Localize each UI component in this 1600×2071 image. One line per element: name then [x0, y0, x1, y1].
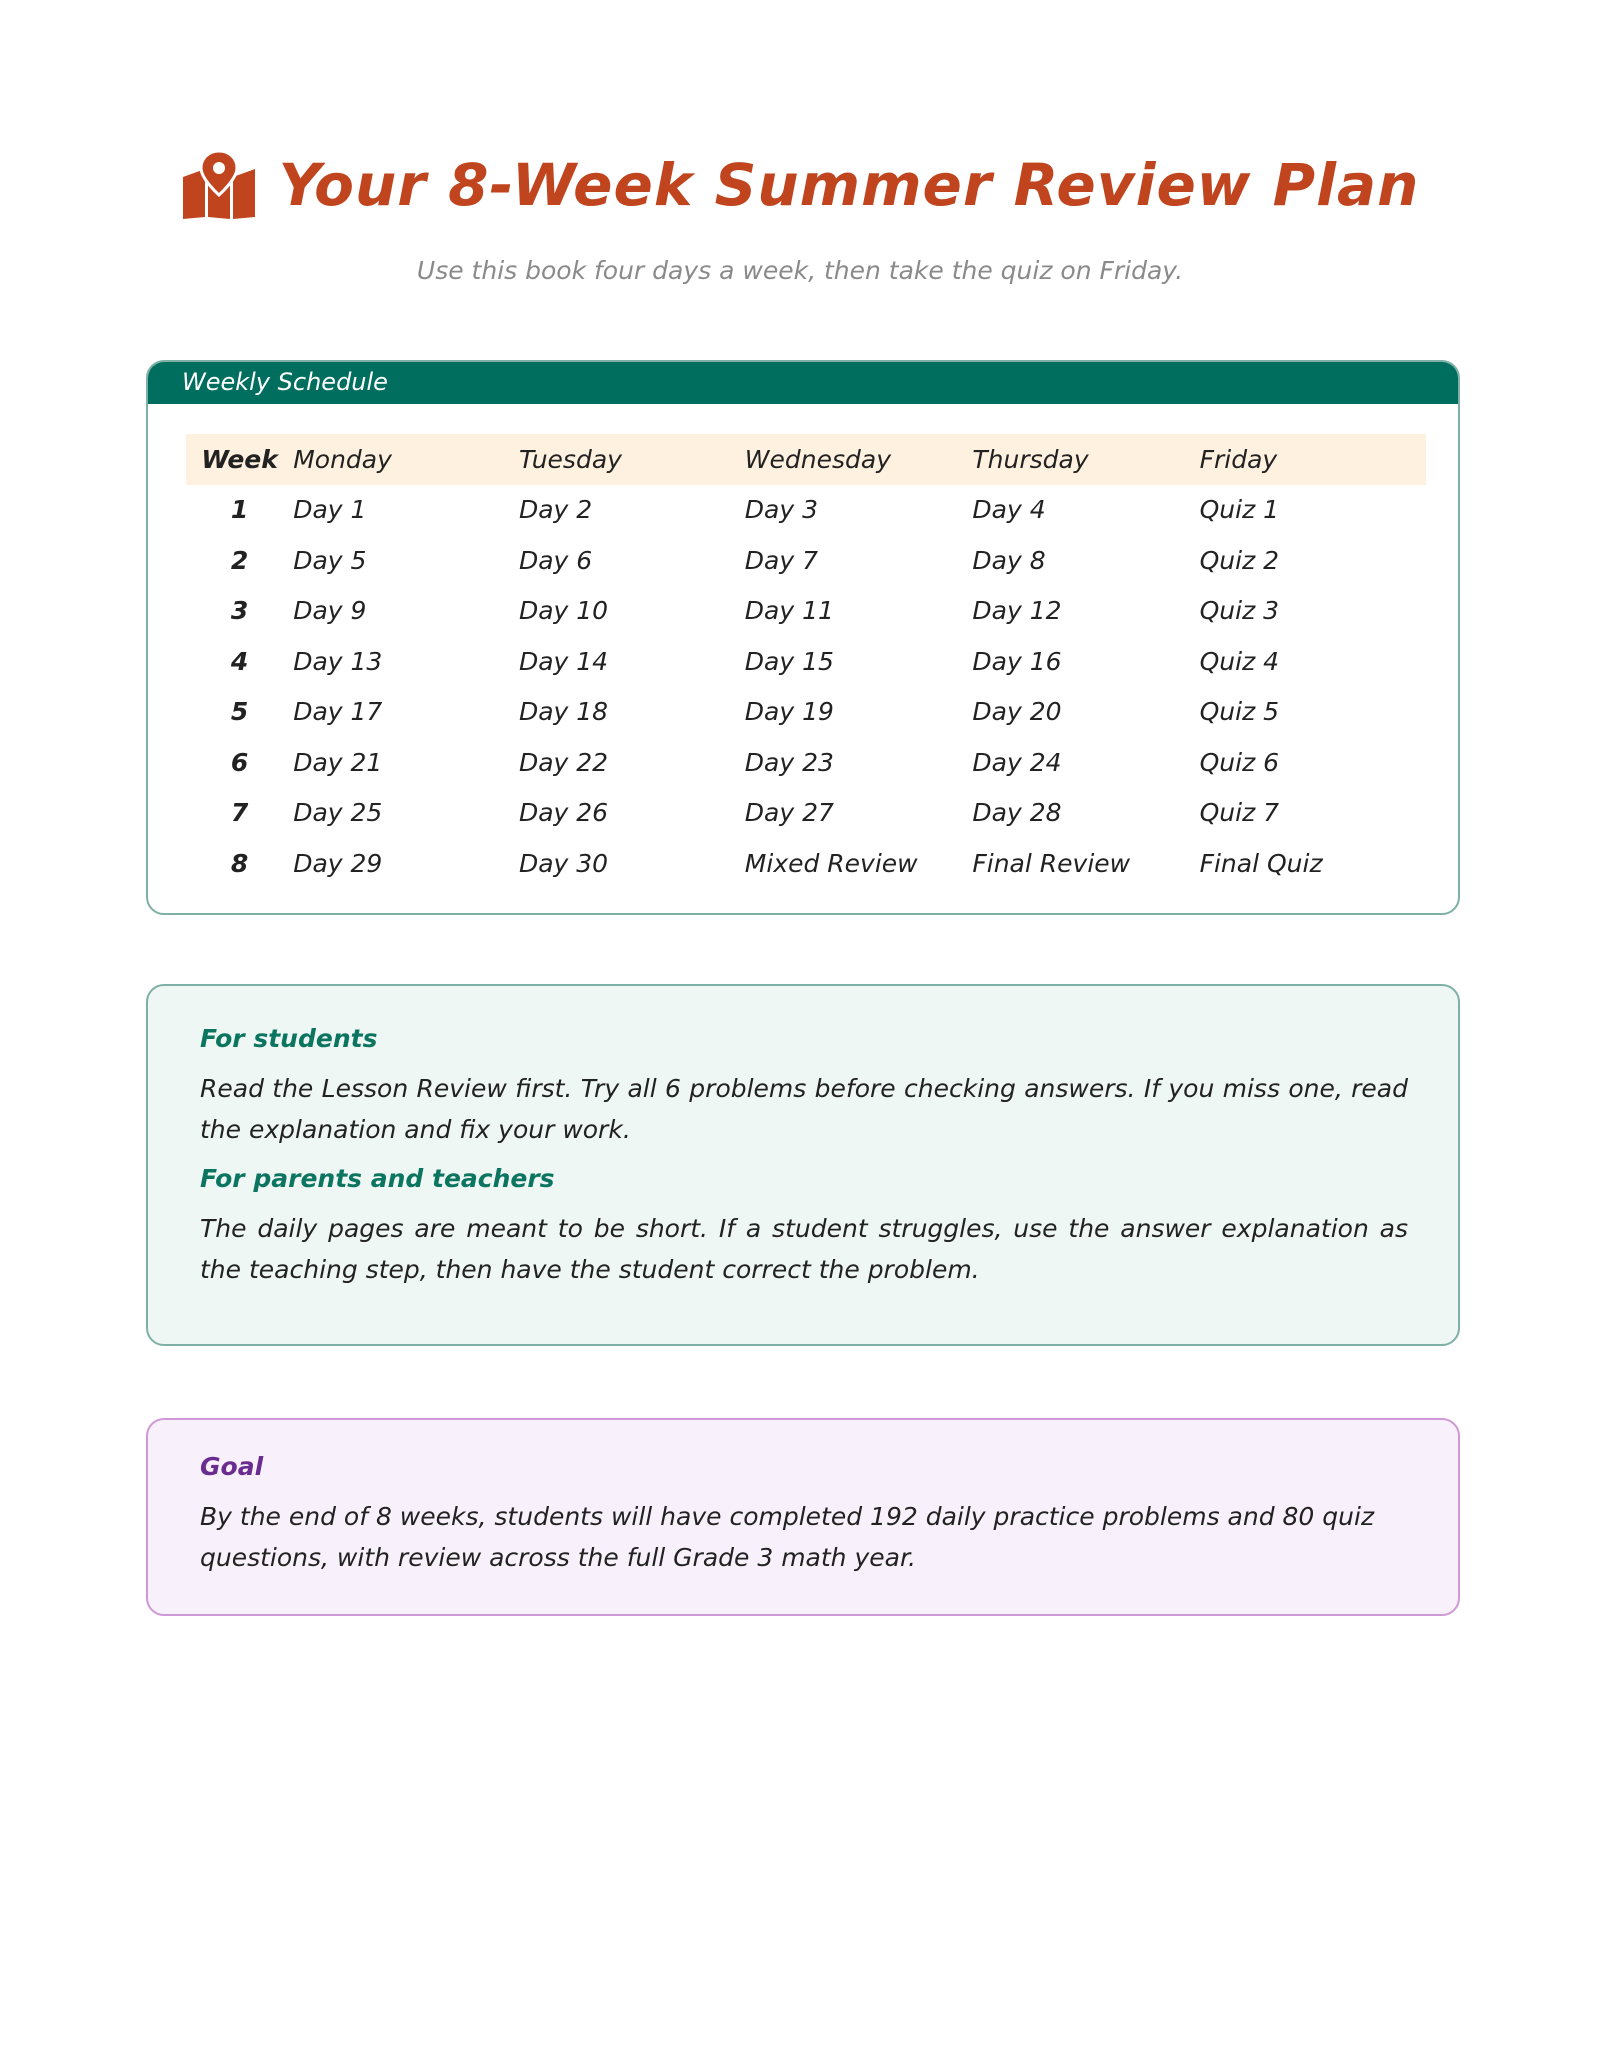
tuesday-cell: Day 14	[518, 646, 609, 676]
column-header-tuesday: Tuesday	[518, 444, 622, 474]
tuesday-cell: Day 26	[518, 798, 609, 828]
wednesday-cell: Day 23	[744, 747, 834, 777]
schedule-header-row	[186, 434, 1426, 485]
thursday-cell: Day 16	[972, 646, 1062, 676]
week-number: 3	[230, 596, 249, 626]
column-header-monday: Monday	[293, 444, 392, 474]
tuesday-cell: Day 22	[518, 747, 609, 777]
tuesday-cell: Day 10	[518, 596, 609, 626]
wednesday-cell: Day 19	[744, 697, 834, 727]
monday-cell: Day 9	[293, 596, 367, 626]
students-text: Read the Lesson Review first. Try all 6 problems before checking answers. If you miss one, read the explanation and fix your work.	[200, 1074, 1408, 1144]
friday-cell: Quiz 1	[1199, 495, 1280, 525]
thursday-cell: Day 24	[972, 747, 1062, 777]
monday-cell: Day 25	[293, 798, 383, 828]
monday-cell: Day 5	[293, 545, 367, 575]
friday-cell: Quiz 3	[1199, 596, 1280, 626]
wednesday-cell: Day 15	[744, 646, 834, 676]
table-row	[186, 788, 1426, 839]
thursday-cell: Day 28	[972, 798, 1062, 828]
guidance-panel	[146, 984, 1460, 1346]
column-header-week: Week	[201, 444, 278, 474]
goal-heading: Goal	[200, 1452, 264, 1481]
friday-cell: Quiz 4	[1199, 646, 1280, 676]
monday-cell: Day 13	[293, 646, 383, 676]
table-row	[186, 636, 1426, 687]
thursday-cell: Final Review	[972, 848, 1131, 878]
week-number: 5	[230, 697, 249, 727]
page-subtitle: Use this book four days a week, then take the quiz on Friday.	[416, 256, 1184, 285]
week-number: 6	[230, 747, 249, 777]
column-header-wednesday: Wednesday	[744, 444, 892, 474]
table-row	[186, 737, 1426, 788]
week-number: 7	[230, 798, 249, 828]
table-row	[186, 485, 1426, 536]
week-number: 4	[230, 646, 249, 676]
weekly-schedule-panel	[146, 360, 1460, 915]
schedule-table	[186, 434, 1426, 889]
week-number: 1	[230, 495, 249, 525]
week-number: 8	[230, 848, 249, 878]
goal-text: By the end of 8 weeks, students will have completed 192 daily practice problems and 80 quiz questions, with review across the full Grade 3 math year.	[200, 1502, 1375, 1572]
table-row	[186, 586, 1426, 637]
page-title: Your 8-Week Summer Review Plan	[278, 151, 1420, 219]
wednesday-cell: Day 3	[744, 495, 819, 525]
parents-heading: For parents and teachers	[200, 1164, 555, 1193]
monday-cell: Day 17	[293, 697, 383, 727]
wednesday-cell: Day 27	[744, 798, 834, 828]
tuesday-cell: Day 18	[518, 697, 609, 727]
monday-cell: Day 21	[293, 747, 383, 777]
wednesday-cell: Mixed Review	[744, 848, 918, 878]
column-header-friday: Friday	[1199, 444, 1278, 474]
map-pin-icon	[181, 151, 257, 219]
thursday-cell: Day 4	[972, 495, 1046, 525]
friday-cell: Quiz 6	[1199, 747, 1280, 777]
weekly-schedule-header: Weekly Schedule	[148, 362, 1458, 404]
wednesday-cell: Day 11	[744, 596, 834, 626]
page-header	[0, 140, 1600, 285]
friday-cell: Quiz 5	[1199, 697, 1280, 727]
table-row	[186, 535, 1426, 586]
table-row	[186, 838, 1426, 889]
wednesday-cell: Day 7	[744, 545, 819, 575]
column-header-thursday: Thursday	[972, 444, 1089, 474]
monday-cell: Day 1	[293, 495, 367, 525]
thursday-cell: Day 20	[972, 697, 1062, 727]
students-heading: For students	[200, 1024, 378, 1053]
parents-text: The daily pages are meant to be short. If a student struggles, use the answer explanation as the teaching step, then have the student correct the problem.	[200, 1214, 1408, 1284]
friday-cell: Quiz 2	[1199, 545, 1280, 575]
goal-panel	[146, 1418, 1460, 1616]
friday-cell: Quiz 7	[1199, 798, 1280, 828]
thursday-cell: Day 12	[972, 596, 1062, 626]
friday-cell: Final Quiz	[1199, 848, 1323, 878]
title-row	[0, 140, 1600, 230]
tuesday-cell: Day 30	[518, 848, 609, 878]
tuesday-cell: Day 2	[518, 495, 593, 525]
week-number: 2	[230, 545, 249, 575]
tuesday-cell: Day 6	[518, 545, 593, 575]
table-row	[186, 687, 1426, 738]
thursday-cell: Day 8	[972, 545, 1046, 575]
monday-cell: Day 29	[293, 848, 383, 878]
